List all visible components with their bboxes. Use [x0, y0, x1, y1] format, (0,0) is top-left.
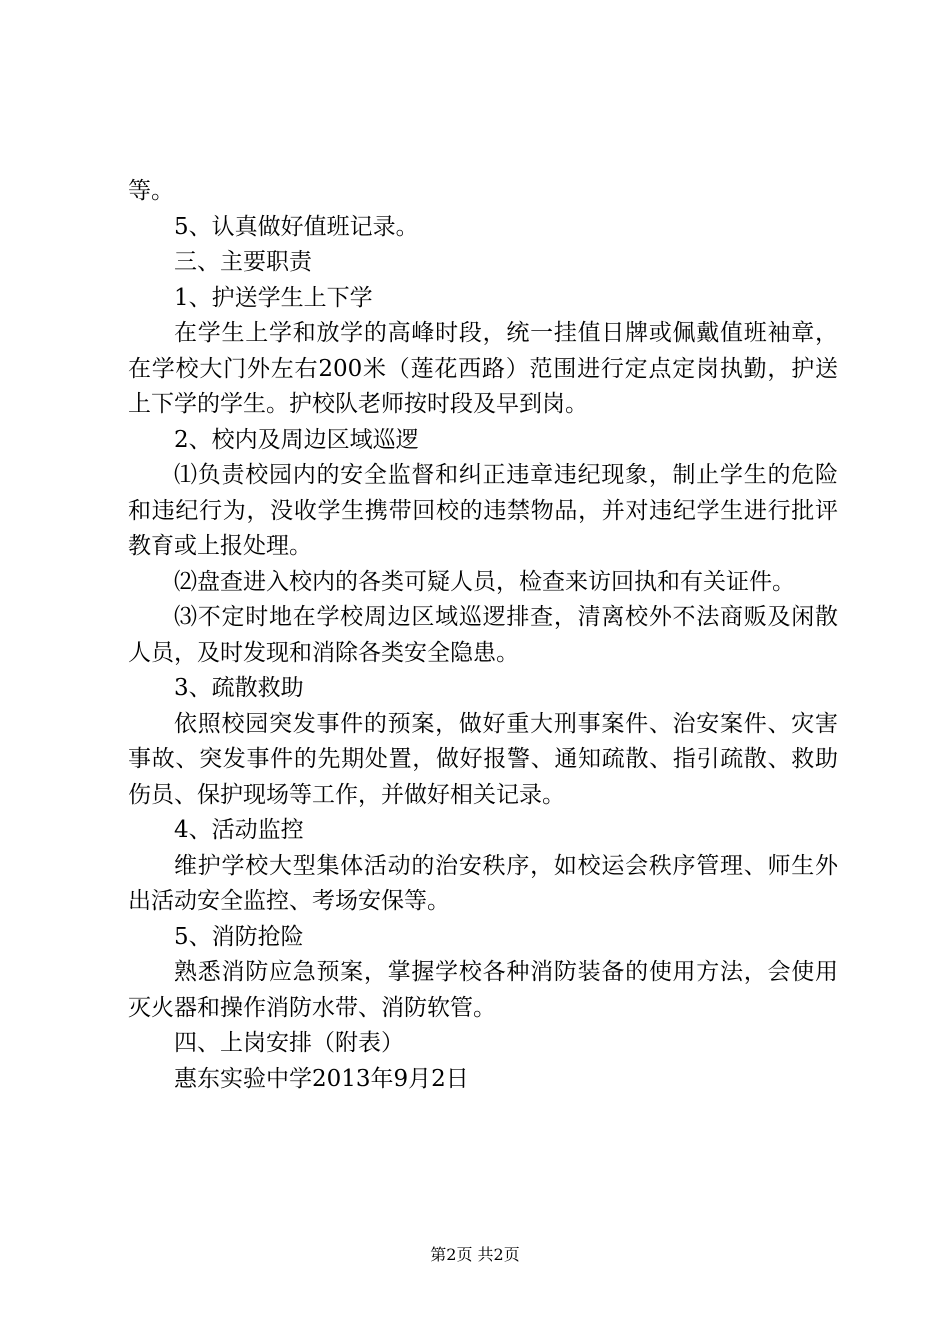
paragraph-patrol-item-1: ⑴负责校园内的安全监督和纠正违章违纪现象，制止学生的危险和违纪行为，没收学生携带回校的违禁物品，并对违纪学生进行批评教育或上报处理。	[128, 462, 838, 559]
paragraph-patrol-item-2: ⑵盘查进入校内的各类可疑人员，检查来访回执和有关证件。	[174, 568, 795, 595]
section-heading-main-duties: 三、主要职责	[174, 249, 312, 275]
paragraph-patrol-item-3: ⑶不定时地在学校周边区域巡逻排查，清离校外不法商贩及闲散人员，及时发现和消除各类安全隐患。	[128, 604, 838, 666]
section-heading-schedule: 四、上岗安排（附表）	[174, 1030, 404, 1056]
paragraph-item-duty-record: 5、认真做好值班记录。	[174, 213, 419, 240]
page-number-footer: 第2页 共2页	[430, 1245, 520, 1264]
document-body	[128, 174, 838, 1097]
subheading-evacuation: 3、疏散救助	[174, 675, 304, 701]
subheading-fire-rescue: 5、消防抢险	[174, 923, 304, 950]
subheading-escort-students: 1、护送学生上下学	[174, 284, 373, 311]
signature-date: 惠东实验中学2013年9月2日	[174, 1065, 469, 1092]
paragraph-evacuation: 依照校园突发事件的预案，做好重大刑事案件、治安案件、灾害事故、突发事件的先期处置，做好报警、通知疏散、指引疏散、救助伤员、保护现场等工作，并做好相关记录。	[128, 710, 838, 808]
subheading-activity-monitoring: 4、活动监控	[174, 817, 304, 843]
paragraph-continuation: 等。	[128, 178, 174, 204]
paragraph-activity-monitoring: 维护学校大型集体活动的治安秩序，如校运会秩序管理、师生外出活动安全监控、考场安保等。	[128, 852, 838, 914]
paragraph-fire-rescue: 熟悉消防应急预案，掌握学校各种消防装备的使用方法，会使用灭火器和操作消防水带、消防软管。	[128, 959, 838, 1021]
subheading-patrol: 2、校内及周边区域巡逻	[174, 426, 419, 453]
paragraph-escort-students: 在学生上学和放学的高峰时段，统一挂值日牌或佩戴值班袖章，在学校大门外左右200米（莲花西路）范围进行定点定岗执勤，护送上下学的学生。护校队老师按时段及早到岗。	[128, 320, 838, 417]
